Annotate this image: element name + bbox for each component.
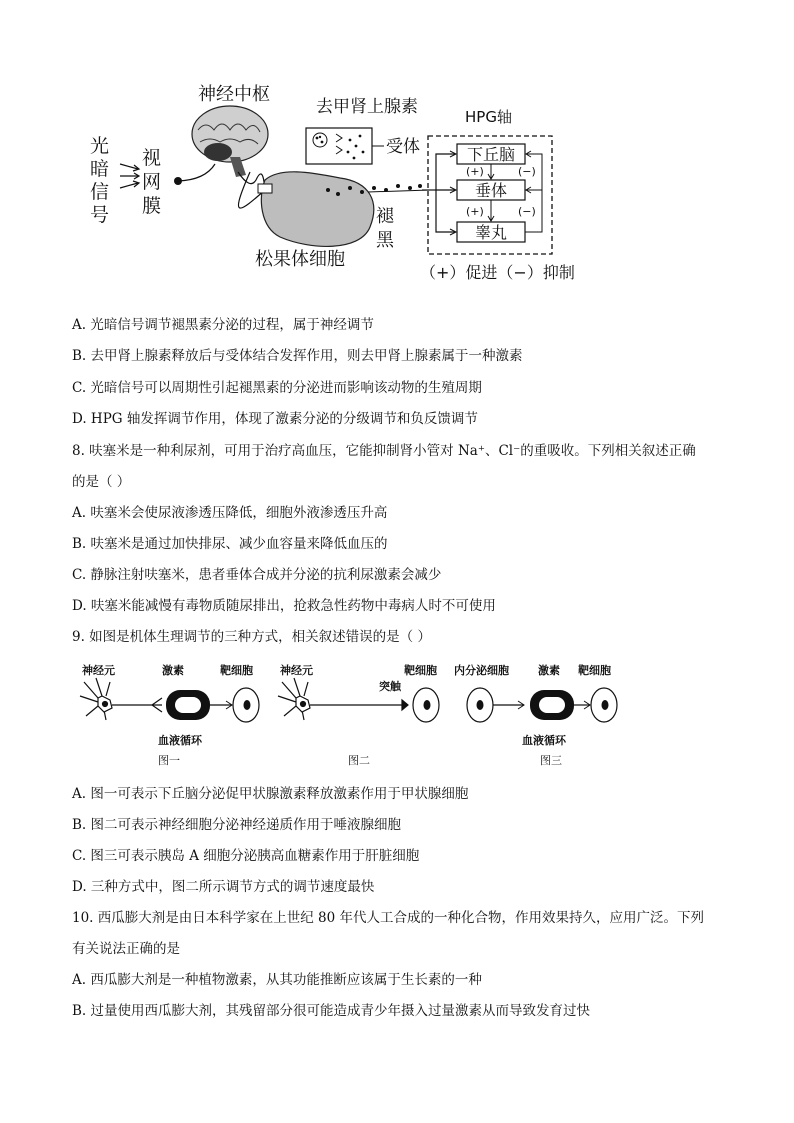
q8-stem-cont: 的是（ ） [72,474,131,490]
testis-label: 睾丸 [475,223,508,242]
pineal-cell-label: 松果体细胞 [255,249,345,270]
caption-2: 图二 [348,754,370,767]
target-cell-label: 靶细胞 [578,664,611,677]
q9-option-d: D. 三种方式中，图二所示调节方式的调节速度最快 [72,879,375,895]
hpg-title: HPG轴 [465,108,512,126]
q10-option-a: A. 西瓜膨大剂是一种植物激素，从其功能推断应该属于生长素的一种 [72,972,482,988]
plus-sign: (+) [466,205,484,218]
target-cell-label: 靶细胞 [220,664,253,677]
pituitary-label: 垂体 [475,181,508,200]
hypothalamus-label: 下丘脑 [467,145,516,164]
hormone-label: 激素 [162,664,184,677]
q8-stem: 8. 呋塞米是一种利尿剂，可用于治疗高血压，它能抑制肾小管对 Na⁺、Cl⁻的重吸收。下列相关叙述正确 [72,443,696,459]
light-signal-char: 光 [90,135,110,157]
q7-option-b: B. 去甲肾上腺素释放后与受体结合发挥作用，则去甲肾上腺素属于一种激素 [72,348,523,364]
q7-option-d: D. HPG 轴发挥调节作用，体现了激素分泌的分级调节和负反馈调节 [72,411,478,427]
minus-sign: (−) [518,205,536,218]
q9-option-b: B. 图二可表示神经细胞分泌神经递质作用于唾液腺细胞 [72,817,402,833]
q10-option-b: B. 过量使用西瓜膨大剂，其残留部分很可能造成青少年摄入过量激素从而导致发育过快 [72,1003,591,1019]
q7-option-a: A. 光暗信号调节褪黑素分泌的过程，属于神经调节 [72,317,374,333]
legend: （+）促进（−）抑制 [420,263,575,282]
nerve-center-label: 神经中枢 [198,84,270,105]
retina-char: 膜 [142,195,162,217]
hormone-label: 激素 [538,664,560,677]
neuron-icon [80,678,162,720]
blood-label: 血液循环 [522,734,566,747]
regulation-figure [76,660,636,775]
q9-option-c: C. 图三可表示胰岛 A 细胞分泌胰高血糖素作用于肝脏细胞 [72,848,420,864]
light-arrows [120,164,139,188]
retina-char: 视 [142,147,162,169]
light-signal-char: 号 [90,204,110,226]
pineal-cell-shape [261,172,373,247]
q10-stem: 10. 西瓜膨大剂是由日本科学家在上世纪 80 年代人工合成的一种化合物，作用效果持久，应用广泛。下列 [72,910,705,926]
plus-sign: (+) [466,165,484,178]
melatonin-char: 黑 [376,230,394,251]
brain-icon [192,106,268,177]
q9-option-a: A. 图一可表示下丘脑分泌促甲状腺激素释放激素作用于甲状腺细胞 [72,786,469,802]
q8-option-d: D. 呋塞米能减慢有毒物质随尿排出，抢救急性药物中毒病人时不可使用 [72,598,496,614]
caption-1: 图一 [158,754,180,767]
receptor-label: 受体 [386,137,420,157]
neuron-label: 神经元 [82,664,115,677]
endocrine-cell-label: 内分泌细胞 [454,664,509,677]
target-cell-label: 靶细胞 [404,664,437,677]
q10-stem-cont: 有关说法正确的是 [72,941,180,957]
caption-3: 图三 [540,754,562,767]
q7-option-c: C. 光暗信号可以周期性引起褪黑素的分泌进而影响该动物的生殖周期 [72,380,482,396]
q8-option-b: B. 呋塞米是通过加快排尿、减少血容量来降低血压的 [72,536,388,552]
norepinephrine-label: 去甲肾上腺素 [316,97,418,117]
light-signal-char: 暗 [90,158,110,180]
synapse-label: 突触 [379,680,401,693]
q8-option-a: A. 呋塞米会使尿液渗透压降低，细胞外液渗透压升高 [72,505,388,521]
retina-char: 网 [142,171,162,193]
light-signal-char: 信 [90,181,110,203]
minus-sign: (−) [518,165,536,178]
blood-label: 血液循环 [158,734,202,747]
q9-stem: 9. 如图是机体生理调节的三种方式，相关叙述错误的是（ ） [72,629,431,645]
neuron-label: 神经元 [280,664,313,677]
q8-option-c: C. 静脉注射呋塞米，患者垂体合成并分泌的抗利尿激素会减少 [72,567,442,583]
hpg-axis-figure [80,72,620,292]
melatonin-char: 褪 [376,206,394,227]
